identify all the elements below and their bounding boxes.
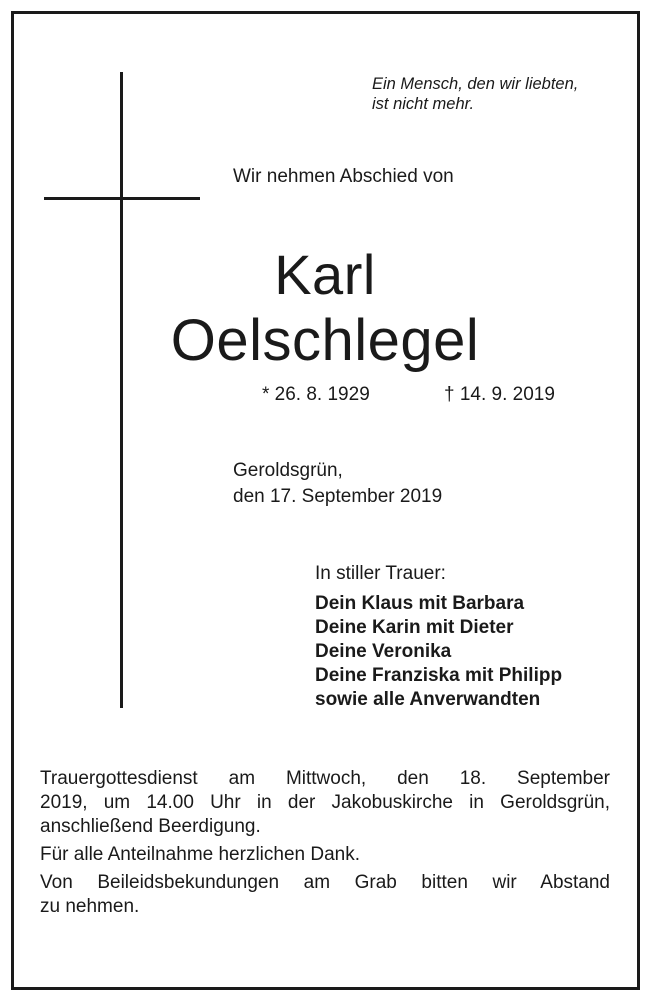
- death-date: † 14. 9. 2019: [444, 384, 555, 405]
- mourners-list: [315, 592, 562, 712]
- service-line-3: anschließend Beerdigung.: [40, 816, 261, 837]
- service-line-2: 2019, um 14.00 Uhr in der Jakobuskirche in Geroldsgrün,: [40, 792, 610, 813]
- mourning-label: In stiller Trauer:: [315, 563, 446, 584]
- motto-quote: [372, 74, 622, 114]
- mourner-item: sowie alle Anverwandten: [315, 689, 541, 710]
- request-line-2: zu nehmen.: [40, 896, 140, 917]
- thanks-line: Für alle Anteilnahme herzlichen Dank.: [40, 844, 361, 865]
- mourner-item: Deine Karin mit Dieter: [315, 617, 514, 638]
- motto-line-2: ist nicht mehr.: [372, 95, 475, 113]
- mourner-item: Deine Franziska mit Philipp: [315, 665, 563, 686]
- deceased-last-name: Oelschlegel: [170, 308, 480, 373]
- date-line: den 17. September 2019: [233, 486, 443, 507]
- service-line-1: Trauergottesdienst am Mittwoch, den 18. September: [40, 768, 610, 789]
- motto-line-1: Ein Mensch, den wir liebten,: [372, 75, 579, 93]
- cross-icon-horizontal: [44, 197, 200, 200]
- place-and-date: [233, 458, 442, 510]
- deceased-first-name: Karl: [274, 243, 376, 306]
- birth-date: * 26. 8. 1929: [262, 384, 370, 405]
- cross-icon-vertical: [120, 72, 123, 708]
- service-info: [40, 767, 610, 919]
- place-line: Geroldsgrün,: [233, 460, 343, 481]
- request-line-1: Von Beileidsbekundungen am Grab bitten wir Abstand: [40, 872, 610, 893]
- mourner-item: Dein Klaus mit Barbara: [315, 593, 525, 614]
- intro-text: Wir nehmen Abschied von: [233, 166, 454, 187]
- mourner-item: Deine Veronika: [315, 641, 452, 662]
